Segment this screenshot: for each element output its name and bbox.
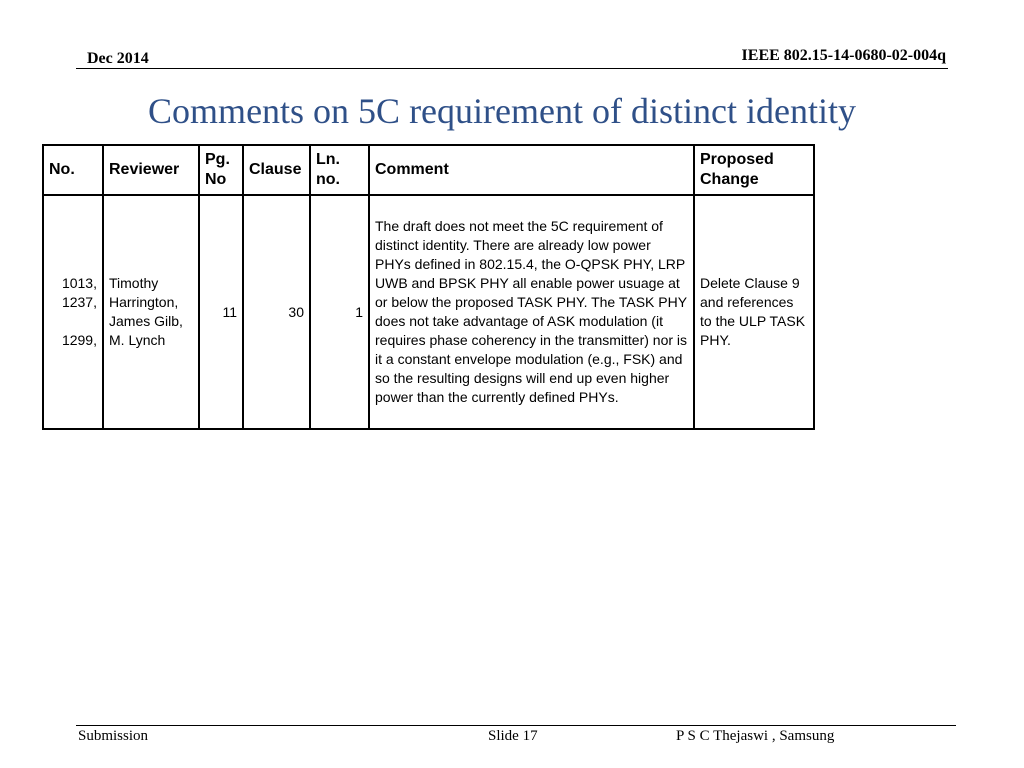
table-row bbox=[43, 195, 814, 429]
comment-number: 1299, bbox=[61, 332, 97, 348]
number-spacer bbox=[49, 312, 97, 331]
cell-numbers bbox=[43, 195, 103, 429]
header-doc-id: IEEE 802.15-14-0680-02-004q bbox=[741, 47, 946, 64]
footer-author: P S C Thejaswi , Samsung bbox=[676, 728, 835, 744]
comments-table bbox=[42, 144, 815, 430]
col-header-pg-no: Pg. No bbox=[199, 145, 243, 195]
col-header-comment: Comment bbox=[369, 145, 694, 195]
col-header-clause: Clause bbox=[243, 145, 310, 195]
cell-clause: 30 bbox=[243, 195, 310, 429]
header-divider bbox=[76, 68, 948, 69]
col-header-proposed-change: Proposed Change bbox=[694, 145, 814, 195]
col-header-ln-no: Ln. no. bbox=[310, 145, 369, 195]
cell-ln-no: 1 bbox=[310, 195, 369, 429]
comment-number: 1013, bbox=[61, 275, 97, 291]
table-header-row bbox=[43, 145, 814, 195]
header-date: Dec 2014 bbox=[87, 50, 149, 67]
cell-reviewer: Timothy Harrington, James Gilb, M. Lynch bbox=[103, 195, 199, 429]
cell-proposed-change: Delete Clause 9 and references to the ULP TASK PHY. bbox=[694, 195, 814, 429]
footer-slide-number: Slide 17 bbox=[488, 728, 538, 744]
comment-number: 1237, bbox=[61, 294, 97, 310]
slide-title: Comments on 5C requirement of distinct identity bbox=[148, 91, 856, 131]
cell-pg-no: 11 bbox=[199, 195, 243, 429]
footer-submission: Submission bbox=[78, 728, 149, 744]
col-header-no: No. bbox=[43, 145, 103, 195]
footer-divider bbox=[76, 725, 956, 726]
col-header-reviewer: Reviewer bbox=[103, 145, 199, 195]
cell-comment: The draft does not meet the 5C requirement of distinct identity. There are already low power PHYs defined in 802.15.4, the O-QPSK PHY, LRP UWB and BPSK PHY all enable power usuage at or below the proposed TASK PHY. The TASK PHY does not take advantage of ASK modulation (it requires phase coherency in the transmitter) nor is it a constant envelope modulation (e.g., FSK) and so the resulting designs will end up even higher power than the currently defined PHYs. bbox=[369, 195, 694, 429]
